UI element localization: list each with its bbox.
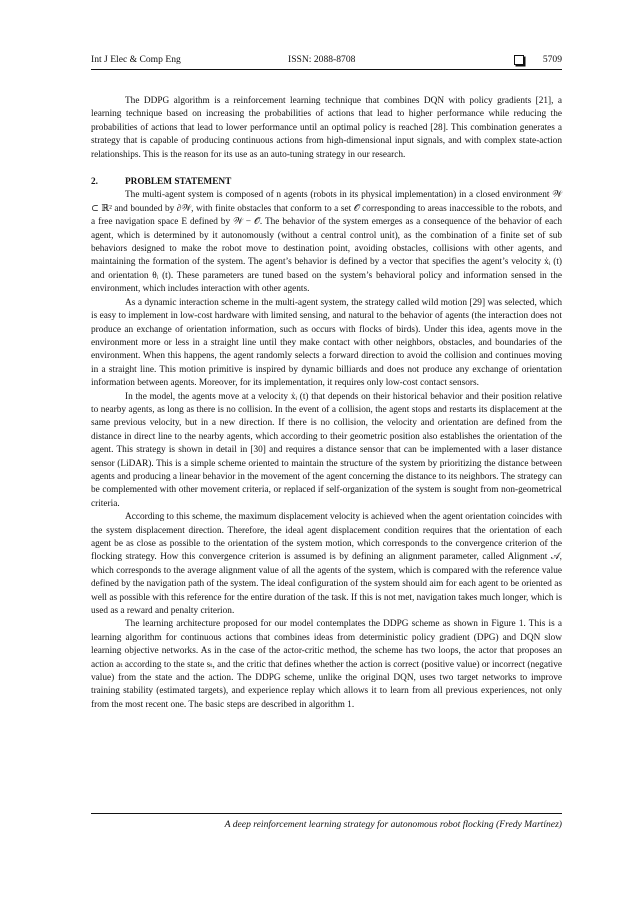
section-title: PROBLEM STATEMENT bbox=[125, 177, 232, 188]
square-icon bbox=[514, 55, 524, 65]
body-paragraph: According to this scheme, the maximum displacement velocity is achieved when the agent orientation coincides with the system displacement direction. Therefore, the ideal agent displacement condition requires that the orientation of each agent be as close as possible to the orientation of the system motion, which corresponds to the convergence criterion of the flocking strategy. How this convergence criterion is assumed is by defining an alignment parameter, called Alignment 𝒜, which corresponds to the average alignment value of all the agents of the system, which is compared with the reference value defined by the navigation path of the system. The ideal configuration of the system should aim for each agent to be oriented as well as possible with this reference for the entire duration of the task. If this is not met, navigation takes much longer, which is used as a reward and penalty criterion. bbox=[91, 512, 562, 617]
body-paragraph: The multi-agent system is composed of n agents (robots in its physical implementation) in a closed environment 𝒲 ⊂ ℝ² and bounded by ∂𝒲, with finite obstacles that conform to a set 𝒪 corresponding to areas inaccessible to the robots, and a free navigation space E defined by 𝒲 − 𝒪. The behavior of the system emerges as a consequence of the behavior of each agent, which is determined by it autonomously (without a central control unit), as the combination of a finite set of sub behaviors designed to make the robot move to destination point, avoiding obstacles, collisions with other agents, and maintaining the formation of the system. The agent’s behavior is defined by a vector that specifies the agent’s velocity ẋᵢ (t) and orientation θᵢ (t). These parameters are tuned based on the system’s behavioral policy and information sensed in the environment, which includes interaction with other agents. bbox=[91, 190, 562, 295]
header-rule bbox=[91, 69, 562, 70]
section-number: 2. bbox=[91, 177, 98, 188]
running-title: A deep reinforcement learning strategy for autonomous robot flocking (Fredy Martínez) bbox=[224, 819, 562, 830]
page-body bbox=[91, 95, 562, 712]
section-heading bbox=[91, 176, 562, 189]
journal-name: Int J Elec & Comp Eng bbox=[91, 54, 181, 65]
body-paragraph: As a dynamic interaction scheme in the multi-agent system, the strategy called wild motion [29] was selected, which is easy to implement in low-cost hardware with limited sensing, and natural to the behavior of agents (the interaction does not produce an exchange of orientation information, such as occurs with flocks of birds). Under this idea, agents move in the environment more or less in a straight line until they make contact with other neighbors, obstacles, and boundaries of the environment. When this happens, the agent randomly selects a forward direction to avoid the collision and continues moving in a straight line. This motion primitive is inspired by dynamic billiards and does not produce any exchange of orientation information between agents. Moreover, for its implementation, it requires only low-cost contact sensors. bbox=[91, 297, 562, 389]
intro-paragraph: The DDPG algorithm is a reinforcement learning technique that combines DQN with policy gradients [21], a learning technique based on increasing the probabilities of actions that lead to higher performance while reducing the probabilities of actions that lead to lower performance until an optimal policy is reached [28]. This combination generates a strategy that is capable of producing continuous actions from high-dimensional input signals, and with complex state-action relationships. This is the reason for its use as an auto-tuning strategy in our research. bbox=[91, 96, 562, 160]
issn-label: ISSN: 2088-8708 bbox=[288, 54, 356, 65]
body-paragraph: In the model, the agents move at a velocity ẋᵢ (t) that depends on their historical behavior and their position relative to nearby agents, as long as there is no collision. In the event of a collision, the agent stops and restarts its displacement at the same previous velocity, but in a new direction. If there is no collision, the velocity and orientation are defined from the distance in direct line to the nearby agents, which according to their geometric position also establishes the orientation of the agent. This strategy is shown in detail in [30] and requires a distance sensor that can be implemented with a laser distance sensor (LiDAR). This is a simple scheme oriented to maintain the structure of the system by prioritizing the distance between agents and producing a linear behavior in the movement of the agent concerning the distance to its neighbors. The strategy can be complemented with other movement criteria, or replaced if self-organization of the system is sought from non-geometrical criteria. bbox=[91, 391, 562, 509]
page-header bbox=[91, 52, 562, 68]
page-number: 5709 bbox=[542, 54, 562, 65]
footer-rule bbox=[91, 813, 562, 814]
body-paragraph: The learning architecture proposed for our model contemplates the DDPG scheme as shown in Figure 1. This is a learning algorithm for continuous actions that combines ideas from deterministic policy gradient (DPG) and DQN slow learning objective networks. As in the case of the actor-critic method, the scheme has two loops, the actor that proposes an action aₜ according to the state sₜ, and the critic that defines whether the action is correct (positive value) or incorrect (negative value) from the state and the action. The DDPG scheme, unlike the original DQN, uses two target networks to improve training stability (estimated targets), and experience replay which allows it to learn from all previous experiences, not only from the most recent one. The basic steps are described in algorithm 1. bbox=[91, 619, 562, 710]
